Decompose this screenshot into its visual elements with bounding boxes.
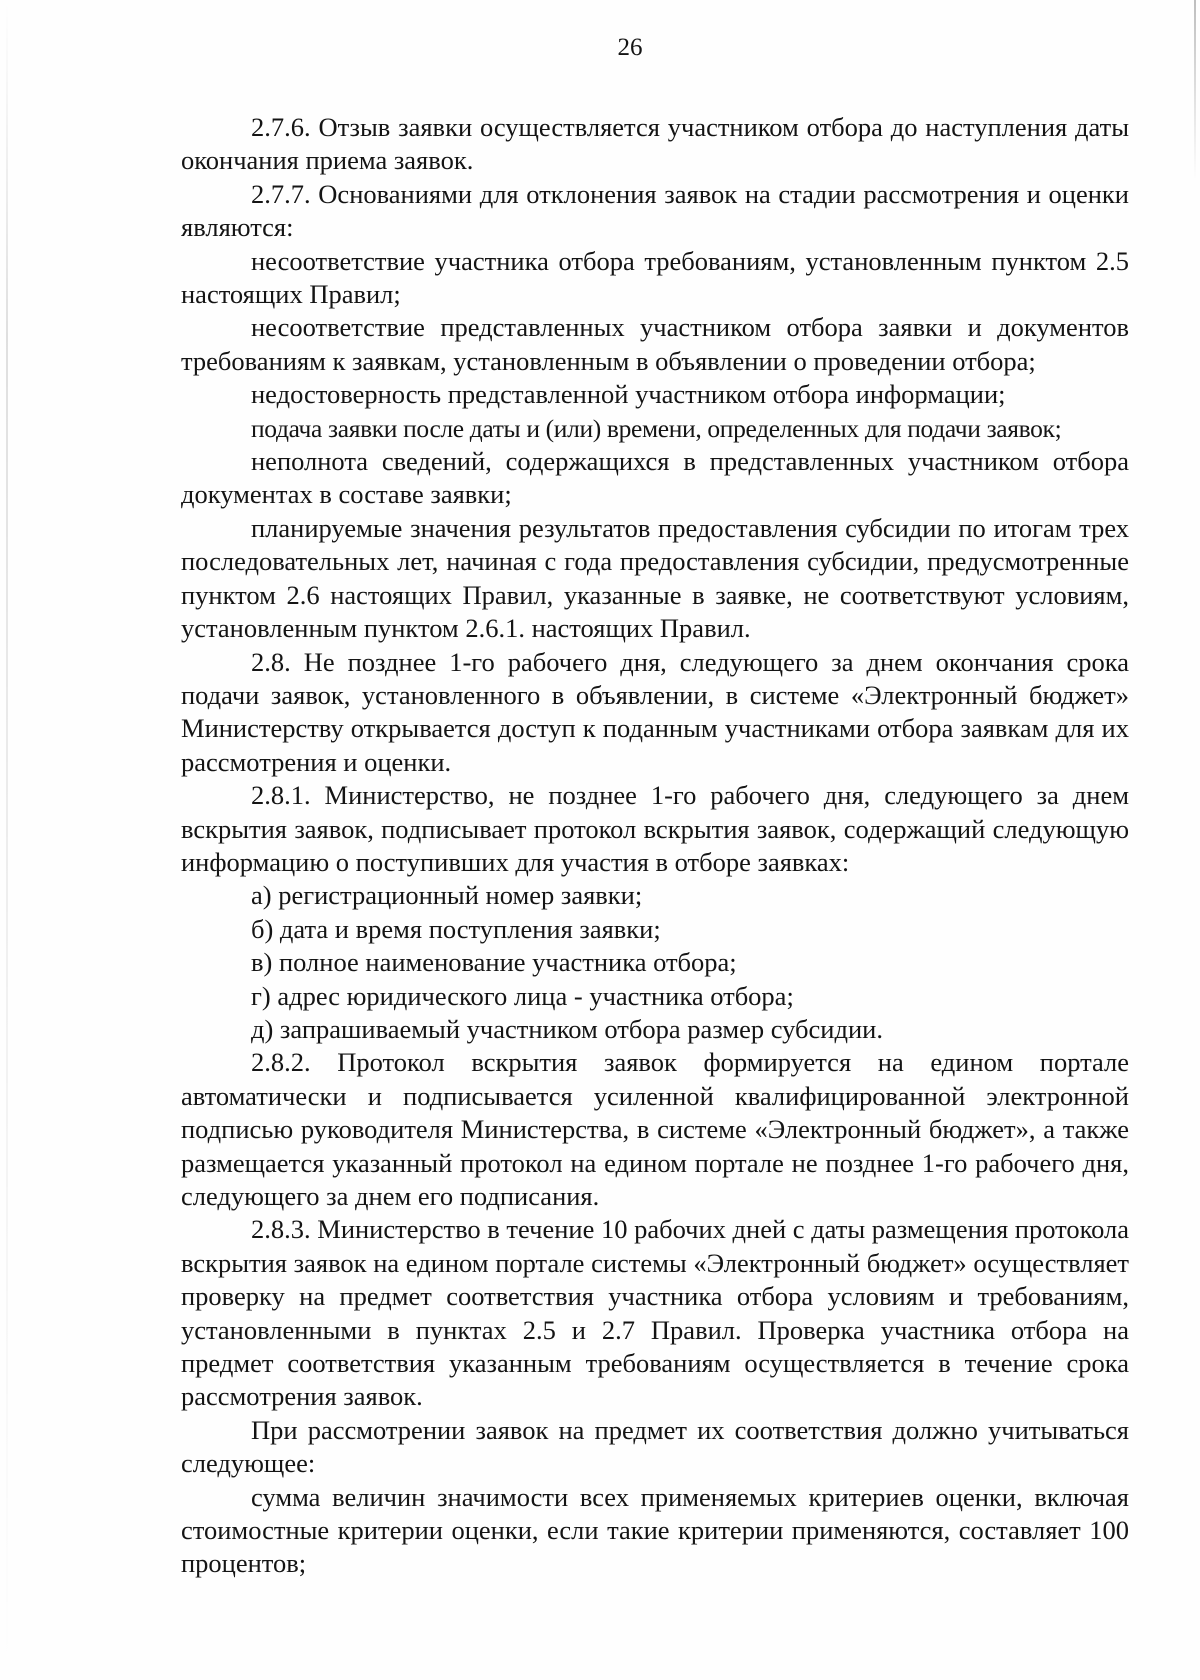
list-item-rejection-4: подача заявки после даты и (или) времени, определенных для подачи заявок; <box>251 413 1062 443</box>
paragraph-consideration: При рассмотрении заявок на предмет их соответствия должно учитываться следующее: <box>181 1414 1129 1479</box>
paragraph-2-8-3: 2.8.3. Министерство в течение 10 рабочих дней с даты размещения протокола вскрытия заявок на едином портале системы «Электронный бюджет» осуществляет проверку на предмет соответствия участника отбора условиям и требованиям, установленными в пунктах 2.5 и 2.7 Правил. Проверка участника отбора на предмет соответствия указанным требованиям осуществляется в течение срока рассмотрения заявок. <box>181 1214 1129 1412</box>
scan-edge-right <box>1194 0 1196 180</box>
list-item-protocol-a: а) регистрационный номер заявки; <box>251 880 643 911</box>
list-item-rejection-1: несоответствие участника отбора требованиям, установленным пунктом 2.5 настоящих Правил; <box>181 245 1129 310</box>
paragraph-2-8-2: 2.8.2. Протокол вскрытия заявок формируется на едином портале автоматически и подписывается усиленной квалифицированной электронной подписью руководителя Министерства, в системе «Электронный бюджет», а также размещается указанный протокол на едином портале не позднее 1-го рабочего дня, следующего за днем его подписания. <box>181 1047 1129 1211</box>
list-item-protocol-v: в) полное наименование участника отбора; <box>251 947 737 978</box>
scan-edge-left <box>6 0 8 1680</box>
list-item-rejection-6: планируемые значения результатов предоставления субсидии по итогам трех последовательных лет, начиная с года предоставления субсидии, предусмотренные пунктом 2.6 настоящих Правил, указанные в заявке, не соответствуют условиям, установленным пунктом 2.6.1. настоящих Правил. <box>181 512 1129 644</box>
list-item-protocol-d: д) запрашиваемый участником отбора размер субсидии. <box>251 1013 883 1044</box>
list-item-rejection-3: недостоверность представленной участником отбора информации; <box>251 379 1006 410</box>
paragraph-2-8: 2.8. Не позднее 1-го рабочего дня, следующего за днем окончания срока подачи заявок, установленного в объявлении, в системе «Электронный бюджет» Министерству открывается доступ к поданным участниками отбора заявкам для их рассмотрения и оценки. <box>181 646 1129 777</box>
paragraph-2-8-1: 2.8.1. Министерство, не позднее 1-го рабочего дня, следующего за днем вскрытия заявок, подписывает протокол вскрытия заявок, содержащий следующую информацию о поступивших для участия в отборе заявках: <box>181 780 1129 877</box>
paragraph-2-7-7: 2.7.7. Основаниями для отклонения заявок на стадии рассмотрения и оценки являются: <box>181 178 1129 243</box>
list-item-protocol-b: б) дата и время поступления заявки; <box>251 913 661 944</box>
page-number: 26 <box>617 34 643 61</box>
list-item-rejection-5: неполнота сведений, содержащихся в представленных участником отбора документах в составе заявки; <box>181 446 1129 510</box>
list-item-rejection-2: несоответствие представленных участником отбора заявки и документов требованиям к заявкам, установленным в объявлении о проведении отбора; <box>181 312 1129 376</box>
document-body <box>181 111 1129 1581</box>
list-item-protocol-g: г) адрес юридического лица - участника отбора; <box>251 980 794 1011</box>
list-item-criteria-sum: сумма величин значимости всех применяемых критериев оценки, включая стоимостные критерии оценки, если такие критерии применяются, составляет 100 процентов; <box>181 1481 1129 1579</box>
paragraph-2-7-6: 2.7.6. Отзыв заявки осуществляется участником отбора до наступления даты окончания приема заявок. <box>181 112 1129 176</box>
